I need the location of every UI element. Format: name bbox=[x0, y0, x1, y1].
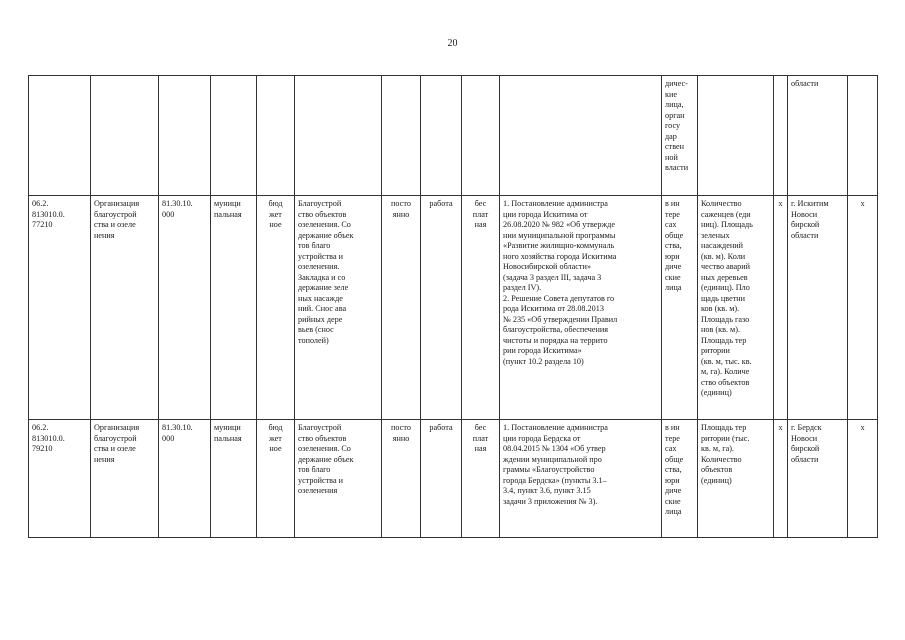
type-cell bbox=[421, 76, 462, 196]
mark-cell bbox=[848, 76, 878, 196]
consumers-cell: дические лица, орган госу дар ствен ной власти bbox=[662, 76, 698, 196]
funding-cell: бюд жет ное bbox=[257, 420, 295, 538]
mark-cell bbox=[774, 76, 788, 196]
level-cell: муници пальная bbox=[211, 420, 257, 538]
table-row bbox=[29, 420, 878, 538]
payment-cell: бес плат ная bbox=[462, 196, 500, 420]
indicators-cell: Количество саженцев (еди ниц). Площадь зеленых насаждений (кв. м). Коли чество аварий ных деревьев (единиц). Пло щадь цветни ков (кв. м). Площадь газо нов (кв. м). Площадь тер ритории (кв. м, тыс. кв. м, га). Количе ство объектов (единиц) bbox=[698, 196, 774, 420]
registry-table bbox=[28, 75, 878, 538]
mark-cell: х bbox=[848, 196, 878, 420]
level-cell: муници пальная bbox=[211, 196, 257, 420]
type-cell: работа bbox=[421, 420, 462, 538]
code-cell bbox=[29, 76, 91, 196]
page-number: 20 bbox=[447, 38, 458, 49]
indicators-cell: Площадь тер ритории (тыс. кв. м, га). Количество объектов (единиц) bbox=[698, 420, 774, 538]
basis-cell: 1. Постановление администра ции города Искитима от 26.08.2020 № 982 «Об утвержде нии муниципальной программы «Развитие жилищно-коммуналь ного хозяйства города Искитима Новосибирской области» (задача 3 раздел III, задача 3 раздел IV). 2. Решение Совета депутатов го рода Искитима от 28.08.2013 № 235 «Об утверждении Правил благоустройства, обеспечения чистоты и порядка на террито рии города Искитима» (пункт 10.2 раздела 10) bbox=[500, 196, 662, 420]
mark-cell: х bbox=[774, 196, 788, 420]
territory-cell: г. Искитим Новоси бирской области bbox=[788, 196, 848, 420]
type-cell: работа bbox=[421, 196, 462, 420]
code-cell: 06.2. 813010.0. 79210 bbox=[29, 420, 91, 538]
consumers-cell: в ин тере сах обще ства, юри диче ские лица bbox=[662, 420, 698, 538]
name-cell: Организация благоустрой ства и озеле нения bbox=[91, 196, 159, 420]
name-cell: Организация благоустрой ства и озеле нения bbox=[91, 420, 159, 538]
funding-cell: бюд жет ное bbox=[257, 196, 295, 420]
frequency-cell bbox=[382, 76, 421, 196]
basis-cell: 1. Постановление администра ции города Бердска от 08.04.2015 № 1304 «Об утвер ждении муниципальной про граммы «Благоустройство города Бердска» (пункты 3.1– 3.4, пункт 3.6, пункт 3.15 задачи 3 приложения № 3). bbox=[500, 420, 662, 538]
mark-cell: х bbox=[848, 420, 878, 538]
level-cell bbox=[211, 76, 257, 196]
code-cell: 06.2. 813010.0. 77210 bbox=[29, 196, 91, 420]
okved-cell bbox=[159, 76, 211, 196]
funding-cell bbox=[257, 76, 295, 196]
frequency-cell: посто янно bbox=[382, 196, 421, 420]
content-cell: Благоустрой ство объектов озеленения. Со держание объек тов благо устройства и озеленения bbox=[295, 420, 382, 538]
name-cell bbox=[91, 76, 159, 196]
payment-cell bbox=[462, 76, 500, 196]
frequency-cell: посто янно bbox=[382, 420, 421, 538]
okved-cell: 81.30.10. 000 bbox=[159, 196, 211, 420]
table-row bbox=[29, 76, 878, 196]
indicators-cell bbox=[698, 76, 774, 196]
table-row bbox=[29, 196, 878, 420]
territory-cell: г. Бердск Новоси бирской области bbox=[788, 420, 848, 538]
consumers-cell: в ин тере сах обще ства, юри диче ские лица bbox=[662, 196, 698, 420]
content-cell bbox=[295, 76, 382, 196]
mark-cell: х bbox=[774, 420, 788, 538]
content-cell: Благоустрой ство объектов озеленения. Со держание объек тов благо устройства и озеленения. Закладка и со держание зеле ных насажде ний. Снос ава рийных дере вьев (снос тополей) bbox=[295, 196, 382, 420]
okved-cell: 81.30.10. 000 bbox=[159, 420, 211, 538]
basis-cell bbox=[500, 76, 662, 196]
payment-cell: бес плат ная bbox=[462, 420, 500, 538]
territory-cell: области bbox=[788, 76, 848, 196]
